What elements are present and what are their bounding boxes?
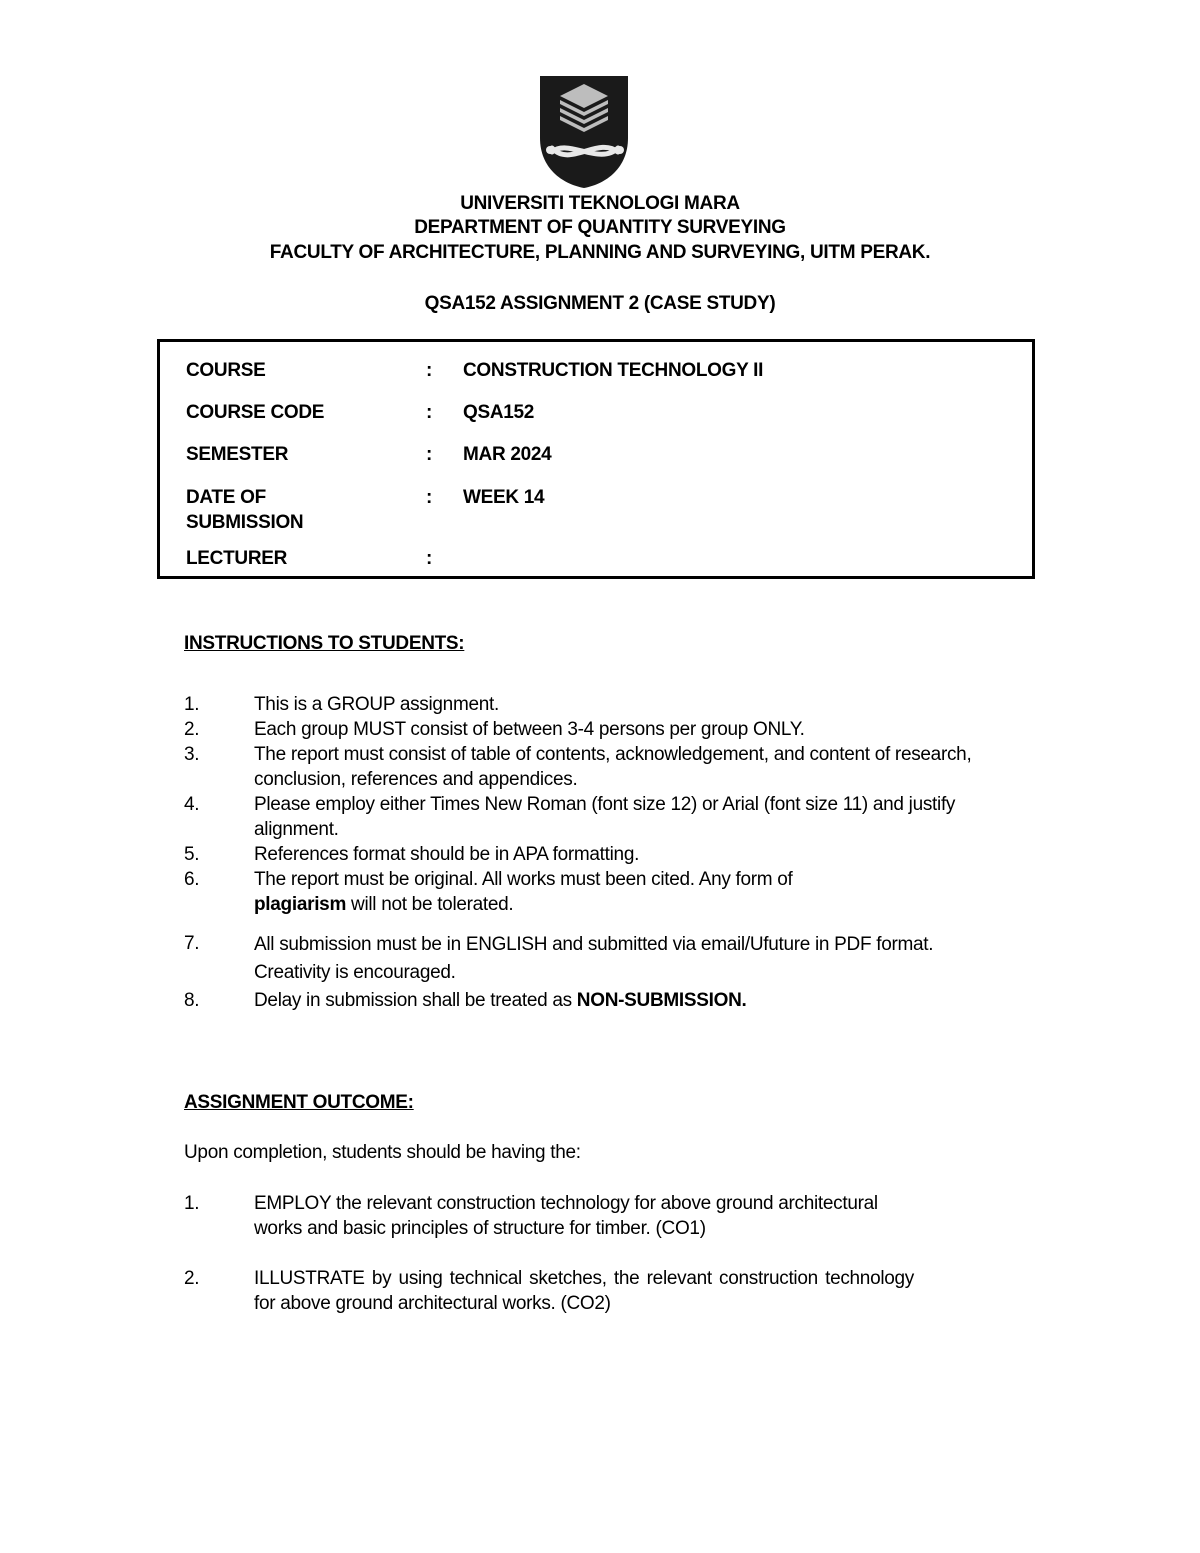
instruction-number: 3. (184, 744, 200, 765)
instruction-number: 7. (184, 933, 200, 954)
outcome-number: 1. (184, 1193, 200, 1214)
instruction-text (254, 988, 994, 1013)
submission-date-value: WEEK 14 (463, 487, 545, 508)
university-name: UNIVERSITI TEKNOLOGI MARA (460, 193, 740, 214)
outcome-heading: ASSIGNMENT OUTCOME: (184, 1092, 414, 1113)
instruction-text: This is a GROUP assignment. (254, 694, 499, 715)
submission-date-label-line2: SUBMISSION (186, 512, 304, 533)
instruction-number: 6. (184, 869, 200, 890)
non-submission-emphasis: NON-SUBMISSION. (576, 990, 747, 1011)
outcome-text: EMPLOY the relevant construction technology for above ground architectural works and basic principles of structure for timber. (CO1) (254, 1193, 878, 1239)
university-logo (538, 76, 630, 188)
lecturer-label: LECTURER (186, 548, 288, 569)
instruction-number: 4. (184, 794, 200, 815)
semester-value: MAR 2024 (463, 444, 552, 465)
semester-colon: : (426, 444, 433, 465)
instruction-text-part: The report must be original. All works must been cited. Any form of (254, 869, 793, 890)
assignment-title: QSA152 ASSIGNMENT 2 (CASE STUDY) (424, 293, 776, 314)
course-value: CONSTRUCTION TECHNOLOGY II (463, 360, 764, 381)
outcome-text: ILLUSTRATE by using technical sketches, the relevant construction technology for above ground architectural works. (CO2) (254, 1268, 914, 1314)
instruction-text: All submission must be in ENGLISH and submitted via email/Ufuture in PDF format. Creativity is encouraged. (254, 934, 934, 983)
course-code-value: QSA152 (463, 402, 535, 423)
outcome-intro: Upon completion, students should be having the: (184, 1142, 581, 1163)
instruction-text: References format should be in APA formatting. (254, 844, 640, 865)
instruction-number: 1. (184, 694, 200, 715)
outcome-number: 2. (184, 1268, 200, 1289)
instruction-text: Each group MUST consist of between 3-4 persons per group ONLY. (254, 719, 805, 740)
faculty-name: FACULTY OF ARCHITECTURE, PLANNING AND SURVEYING, UITM PERAK. (269, 242, 931, 263)
lecturer-colon: : (426, 548, 433, 569)
instruction-text-part: will not be tolerated. (346, 894, 514, 915)
semester-label: SEMESTER (186, 444, 289, 465)
instruction-text (254, 867, 914, 917)
department-name: DEPARTMENT OF QUANTITY SURVEYING (414, 217, 786, 238)
submission-date-colon: : (426, 487, 433, 508)
instruction-text: Please employ either Times New Roman (font size 12) or Arial (font size 11) and justify alignment. (254, 794, 956, 840)
course-code-label: COURSE CODE (186, 402, 325, 423)
instruction-number: 5. (184, 844, 200, 865)
course-colon: : (426, 360, 433, 381)
course-label: COURSE (186, 360, 266, 381)
course-code-colon: : (426, 402, 433, 423)
submission-date-label-line1: DATE OF (186, 487, 266, 508)
instruction-number: 2. (184, 719, 200, 740)
instructions-heading: INSTRUCTIONS TO STUDENTS: (184, 633, 465, 654)
course-info-box (157, 339, 1035, 579)
plagiarism-emphasis: plagiarism (254, 894, 347, 915)
instruction-text-part: Delay in submission shall be treated as (254, 990, 577, 1011)
instruction-number: 8. (184, 990, 200, 1011)
instruction-text: The report must consist of table of contents, acknowledgement, and content of research, conclusion, references and appendices. (254, 744, 972, 790)
